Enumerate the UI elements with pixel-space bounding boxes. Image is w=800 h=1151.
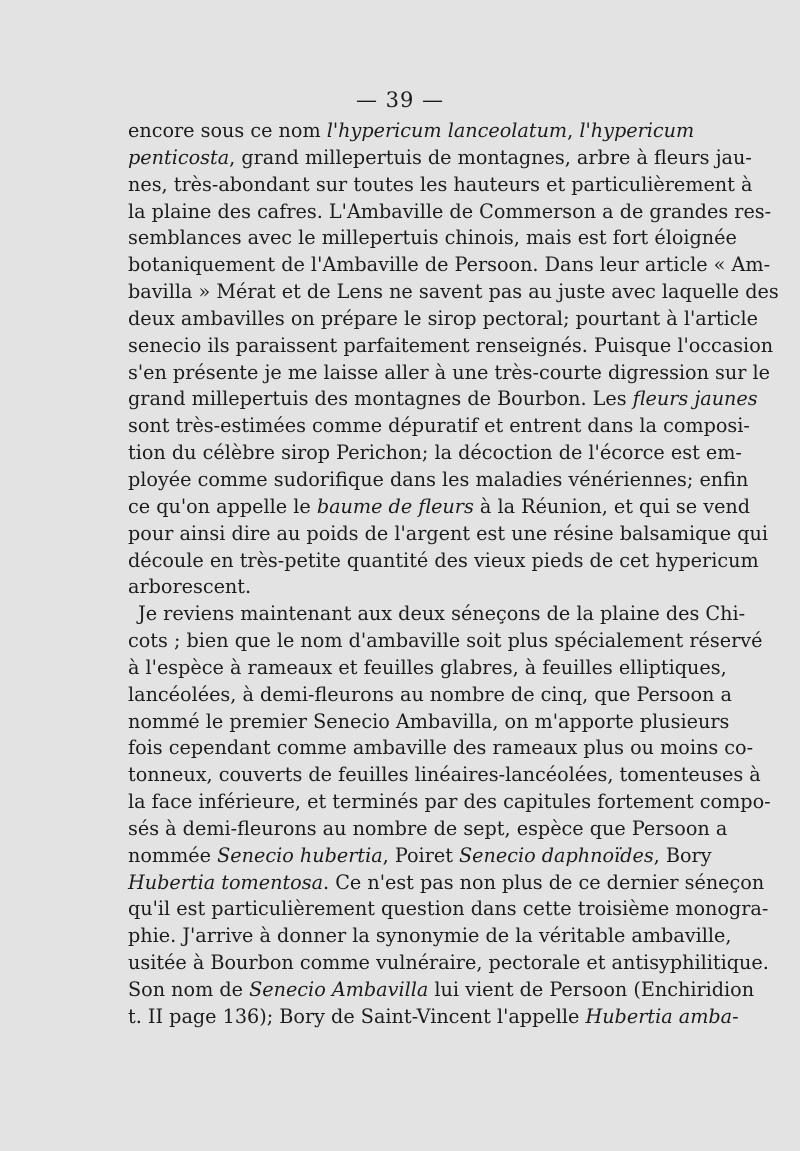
italic-text: Hubertia tomentosa — [128, 870, 324, 894]
text-run: phie. J'arrive à donner la synonymie de la véritable ambaville, — [128, 924, 732, 948]
body-text — [128, 118, 779, 1031]
text-line — [128, 360, 771, 387]
text-line — [128, 709, 730, 736]
text-run: fois cependant comme ambaville des rameaux plus ou moins co- — [128, 736, 754, 760]
text-run: deux ambavilles on prépare le sirop pectoral; pourtant à l'article — [128, 306, 758, 330]
text-line — [128, 762, 761, 789]
text-line — [128, 789, 771, 816]
text-line — [128, 172, 753, 199]
text-run: ce qu'on appelle le — [128, 494, 317, 518]
text-line — [128, 386, 758, 413]
text-run: grand millepertuis des montagnes de Bourbon. Les — [128, 387, 633, 411]
text-line — [128, 923, 732, 950]
italic-text: Senecio Ambavilla — [249, 978, 429, 1001]
text-run: s'en présente je me laisse aller à une très-courte digression sur le — [128, 360, 771, 384]
text-run: bavilla » Mérat et de Lens ne savent pas au juste avec laquelle des — [128, 280, 779, 304]
text-run: sés à demi-fleurons au nombre de sept, espèce que Persoon a — [128, 816, 728, 840]
text-run: usitée à Bourbon comme vulnéraire, pectorale et antisyphilitique. — [128, 951, 769, 975]
text-run: pour ainsi dire au poids de l'argent est une résine balsamique qui — [128, 521, 769, 545]
text-run: à la Réunion, et qui se vend — [473, 494, 751, 518]
text-line — [128, 118, 695, 145]
page-number: — 39 — — [355, 88, 445, 112]
italic-text: baume de fleurs — [316, 494, 474, 518]
text-line — [128, 199, 772, 226]
text-run: à l'espèce à rameaux et feuilles glabres, à feuilles elliptiques, — [128, 655, 727, 679]
text-run: t. II page 136); Bory de Saint-Vincent l'appelle — [128, 1004, 586, 1028]
text-line — [128, 279, 779, 306]
text-line — [128, 413, 750, 440]
text-line — [128, 225, 737, 252]
text-run: Son nom de — [128, 978, 250, 1001]
italic-text: l'hypericum lanceolatum — [326, 119, 568, 142]
text-run: encore sous ce nom — [128, 119, 327, 142]
text-line — [128, 548, 759, 575]
text-run: Je reviens maintenant aux deux séneçons de la plaine des Chi- — [138, 602, 746, 626]
text-run: nommée — [128, 843, 218, 867]
text-run: senecio ils paraissent parfaitement renseignés. Puisque l'occasion — [128, 333, 774, 357]
text-run: lui vient de Persoon (Enchiridion — [428, 978, 755, 1001]
text-line — [128, 467, 749, 494]
text-line — [128, 870, 765, 897]
text-run: ployée comme sudorifique dans les maladies vénériennes; enfin — [128, 467, 749, 491]
text-line — [128, 601, 746, 628]
italic-text: fleurs jaunes — [632, 387, 758, 411]
italic-text: Senecio hubertia — [217, 843, 383, 867]
text-line — [128, 574, 656, 601]
italic-text: Hubertia amba- — [585, 1004, 739, 1028]
italic-text: penticosta — [128, 145, 230, 169]
text-line — [128, 440, 742, 467]
text-line — [128, 735, 754, 762]
text-run: , — [567, 119, 580, 142]
text-line — [128, 252, 771, 279]
text-run: découle en très-petite quantité des vieux pieds de cet hypericum — [128, 548, 759, 572]
text-line — [128, 521, 769, 548]
text-line — [128, 494, 751, 521]
text-run: sont très-estimées comme dépuratif et entrent dans la composi- — [128, 414, 750, 438]
text-run: arborescent. — [128, 575, 252, 599]
text-line — [128, 682, 732, 709]
text-run: qu'il est particulièrement question dans cette troisième monogra- — [128, 897, 769, 921]
text-run: lancéolées, à demi-fleurons au nombre de cinq, que Persoon a — [128, 682, 732, 706]
text-run: tion du célèbre sirop Perichon; la décoction de l'écorce est em- — [128, 441, 742, 465]
text-run: cots ; bien que le nom d'ambaville soit plus spécialement réservé — [128, 629, 763, 653]
text-run: la plaine des cafres. L'Ambaville de Commerson a de grandes res- — [128, 199, 772, 223]
text-line — [128, 977, 755, 1004]
text-line — [128, 843, 712, 870]
text-run: , grand millepertuis de montagnes, arbre à fleurs jau- — [229, 145, 752, 169]
text-run: nes, très-abondant sur toutes les hauteurs et particulièrement à — [128, 172, 753, 196]
text-line — [128, 950, 769, 977]
italic-text: l'hypericum — [579, 119, 695, 142]
text-run: semblances avec le millepertuis chinois, mais est fort éloignée — [128, 226, 737, 250]
text-run: . Ce n'est pas non plus de ce dernier séneçon — [323, 870, 765, 894]
text-line — [128, 655, 727, 682]
text-line — [128, 145, 752, 172]
text-line — [128, 628, 763, 655]
text-line — [128, 306, 758, 333]
text-run: , Bory — [653, 843, 712, 867]
text-run: la face inférieure, et terminés par des capitules fortement compo- — [128, 790, 771, 814]
italic-text: Senecio daphnoïdes — [459, 843, 654, 867]
text-run: botaniquement de l'Ambaville de Persoon. Dans leur article « Am- — [128, 253, 771, 277]
text-run: tonneux, couverts de feuilles linéaires-lancéolées, tomenteuses à — [128, 763, 761, 787]
text-line — [128, 1004, 739, 1031]
text-run: nommé le premier Senecio Ambavilla, on m'apporte plusieurs — [128, 709, 730, 733]
text-line — [128, 333, 774, 360]
text-run: , Poiret — [382, 843, 460, 867]
text-line — [128, 816, 728, 843]
text-line — [128, 896, 769, 923]
